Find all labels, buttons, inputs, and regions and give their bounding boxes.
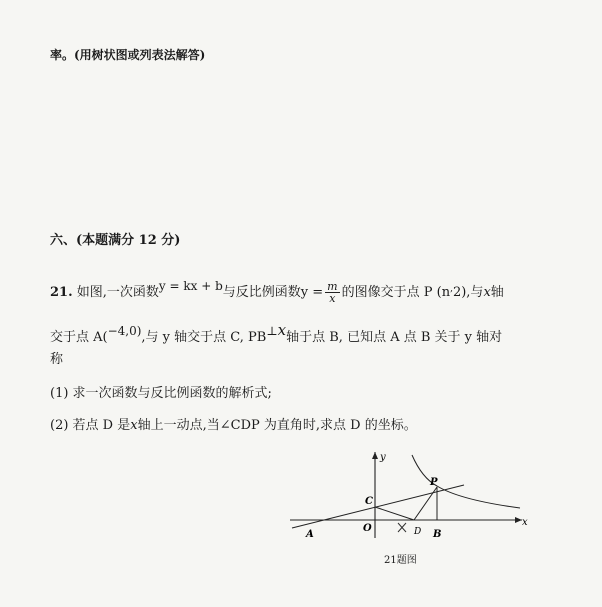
equation-inverse-left: y = (300, 285, 324, 300)
perpendicular-symbol: ⊥ (266, 324, 278, 338)
y-axis-arrow (372, 452, 378, 459)
x-axis-arrow (515, 517, 522, 523)
question-2-text-a: (2) 若点 D 是 (50, 418, 131, 433)
top-note: 率。(用树状图或列表法解答) (50, 48, 206, 62)
label-point-p: P (430, 477, 438, 488)
problem-text-1a: 如图,一次函数 (76, 285, 159, 300)
problem-text-1d: 2),与 (452, 285, 484, 300)
label-origin: O (363, 523, 372, 534)
point-a-coords: −4,0) (107, 324, 142, 338)
line-ap (292, 485, 464, 528)
problem-text-2c: 轴于点 B, 已知点 A 点 B 关于 y 轴对 (286, 330, 503, 345)
label-point-c: C (365, 496, 373, 507)
fraction-denominator: x (329, 292, 336, 305)
problem-text-2b: ,与 y 轴交于点 C, PB (141, 330, 267, 345)
problem-x-2: x (277, 321, 287, 339)
problem-x-1: x (483, 285, 491, 300)
problem-line-3: 称 (50, 352, 64, 367)
problem-text-2a: 交于点 A( (50, 330, 108, 345)
label-x-axis: x (522, 517, 528, 528)
segment-dp (414, 487, 437, 520)
fraction-numerator: m (327, 280, 338, 293)
label-point-b: B (433, 529, 442, 540)
segment-cd (375, 507, 414, 520)
equation-linear: y = kx + b (158, 279, 223, 293)
problem-text-1e: 轴 (490, 285, 504, 300)
figure-caption: 21题图 (384, 555, 417, 566)
problem-text-1c: 的图像交于点 P (n (341, 285, 451, 300)
label-point-a: A (306, 529, 314, 540)
question-2-text-b: 轴上一动点,当∠CDP 为直角时,求点 D 的坐标。 (137, 418, 417, 433)
problem-number: 21. (50, 285, 73, 300)
label-y-axis: y (380, 452, 386, 463)
problem-line-1: 21. 如图,一次函数y = kx + b与反比例函数y = $\frac{m}{x}$ 的图像交于点 P (n,2),与x轴 (50, 279, 504, 305)
question-1: (1) 求一次函数与反比例函数的解析式; (50, 386, 272, 401)
problem-text-1b: 与反比例函数 (222, 285, 301, 300)
question-2-x: x (130, 418, 138, 433)
section-title: 六、(本题满分 12 分) (50, 233, 181, 248)
label-point-d: D (414, 527, 422, 537)
